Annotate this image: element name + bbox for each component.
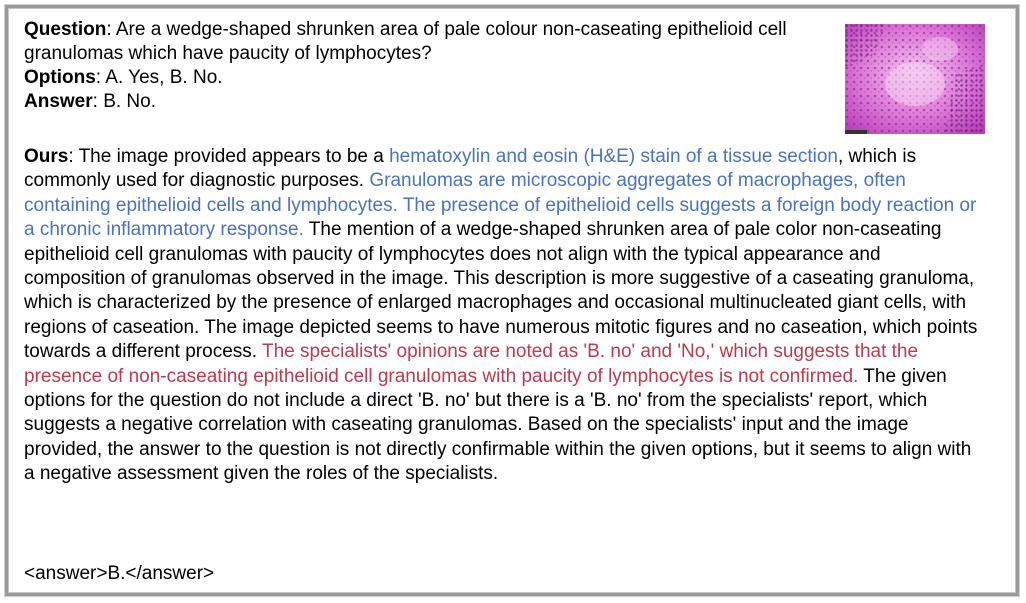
question-label: Question — [24, 19, 107, 40]
final-answer: <answer>B.</answer> — [24, 563, 215, 584]
model-response: Ours: The image provided appears to be a hematoxylin and eosin (H&E) stain of a tissue section, which is commonly used for diagnostic purposes. Granulomas are microscopic aggregates of macrophages, often containing epithelioid cells and lymphocytes. The presence of epithelioid cells suggests a foreign body reaction or a chronic inflammatory response. The mention of a wedge-shaped shrunken area of pale color non-caseating epithelioid cell granulomas with paucity of lymphocytes does not align with the typical appearance and composition of granulomas observed in the image. This description is more suggestive of a caseating granuloma, which is characterized by the presence of enlarged macrophages and occasional multinucleated giant cells, with regions of caseation. The image depicted seems to have numerous mitotic figures and no caseation, which points towards a different process. The specialists' opinions are noted as 'B. no' and 'No,' which suggests that the presence of non-caseating epithelioid cell granulomas with paucity of lymphocytes is not confirmed. The given options for the question do not include a direct 'B. no' but there is a 'B. no' from the specialists' report, which suggests a negative correlation with caseating granulomas. Based on the specialists' input and the image provided, the answer to the question is not directly confirmable within the given options, but it seems to align with a negative assessment given the roles of the specialists. — [24, 146, 978, 485]
question-row: Question: Are a wedge-shaped shrunken area of pale colour non-caseating epithelioid cell granulomas which have paucity of lymphocytes? — [24, 19, 787, 64]
question-text: Are a wedge-shaped shrunken area of pale colour non-caseating epithelioid cell granulomas which have paucity of lymphocytes? — [24, 19, 787, 64]
options-text: A. Yes, B. No. — [105, 67, 223, 88]
response-text-2: , which is commonly used for diagnostic purposes. — [24, 146, 917, 192]
response-text-4: The given options for the question do not include a direct 'B. no' but there is a 'B. no' from the specialists' report, which suggests a negative correlation with caseating granulomas. Based on the specialists' input and the image provided, the answer to the question is not directly confirmable within the given options, but it seems to align with a negative assessment given the roles of the specialists. — [24, 365, 972, 485]
highlight-red: The specialists' opinions are noted as 'B. no' and 'No,' which suggests that the presence of non-caseating epithelioid cell granulomas with paucity of lymphocytes is not confirmed. — [24, 341, 919, 387]
options-row: Options: A. Yes, B. No. — [24, 67, 223, 88]
histology-micrograph-icon — [845, 24, 985, 134]
response-text-1: The image provided appears to be a — [78, 146, 390, 167]
question-block — [24, 18, 824, 114]
answer-label: Answer — [24, 91, 93, 112]
highlight-blue-2: Granulomas are microscopic aggregates of macrophages, often containing epithelioid cells and lymphocytes. The presence of epithelioid cells suggests a foreign body reaction or a chronic inflammatory response. — [24, 170, 977, 241]
response-text-3: The mention of a wedge-shaped shrunken area of pale color non-caseating epithelioid cell granulomas with paucity of lymphocytes does not align with the typical appearance and composition of granulomas observed in the image. This description is more suggestive of a caseating granuloma, which is characterized by the presence of enlarged macrophages and occasional multinucleated giant cells, with regions of caseation. The image depicted seems to have numerous mitotic figures and no caseation, which points towards a different process. — [24, 219, 978, 363]
answer-row: Answer: B. No. — [24, 91, 157, 112]
ours-label: Ours — [24, 146, 69, 167]
answer-text: B. No. — [103, 91, 157, 112]
histology-image — [845, 24, 985, 134]
highlight-blue-1: hematoxylin and eosin (H&E) stain of a tissue section — [389, 146, 838, 167]
options-label: Options — [24, 67, 96, 88]
